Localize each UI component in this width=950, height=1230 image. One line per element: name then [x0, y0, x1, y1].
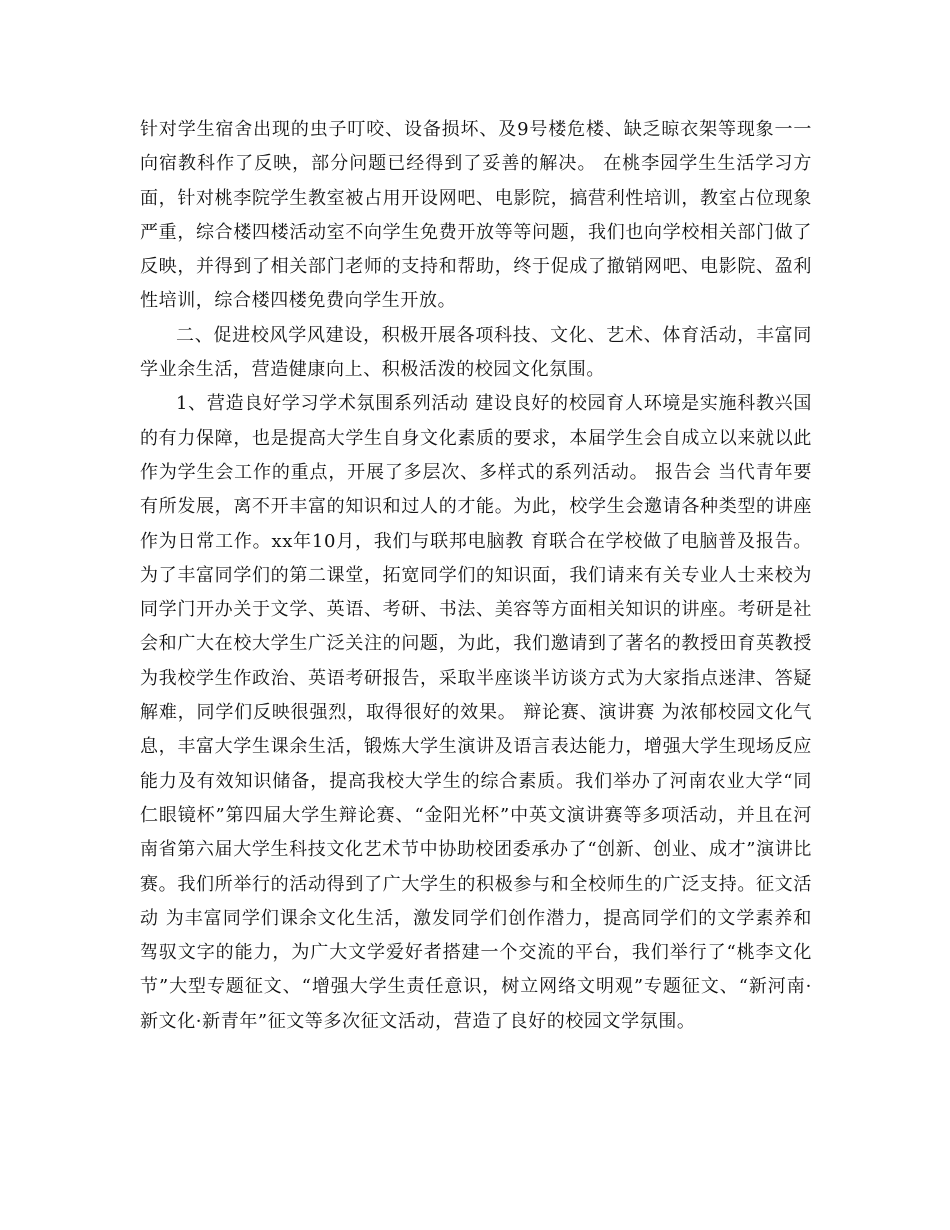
- paragraph-academic-activities: 1、营造良好学习学术氛围系列活动 建设良好的校园育人环境是实施科教兴国的有力保障，也是提高大学生自身文化素质的要求，本届学生会自成立以来就以此作为学生会工作的重点，开展了多层次、多样式的系列活动。 报告会 当代青年要有所发展，离不开丰富的知识和过人的才能。为此，校学生会邀请各种类型的讲座作为日常工作。xx年10月，我们与联邦电脑教 育联合在学校做了电脑普及报告。为了丰富同学们的第二课堂，拓宽同学们的知识面，我们请来有关专业人士来校为同学门开办关于文学、英语、考研、书法、美容等方面相关知识的讲座。考研是社会和广大在校大学生广泛关注的问题，为此，我们邀请到了著名的教授田育英教授为我校学生作政治、英语考研报告，采取半座谈半访谈方式为大家指点迷津、答疑解难，同学们反映很强烈，取得很好的效果。 辩论赛、演讲赛 为浓郁校园文化气息，丰富大学生课余生活，锻炼大学生演讲及语言表达能力，增强大学生现场反应能力及有效知识储备，提高我校大学生的综合素质。我们举办了河南农业大学“同仁眼镜杯”第四届大学生辩论赛、“金阳光杯”中英文演讲赛等多项活动，并且在河南省第六届大学生科技文化艺术节中协助校团委承办了“创新、创业、成才”演讲比赛。我们所举行的活动得到了广大学生的积极参与和全校师生的广泛支持。征文活动 为丰富同学们课余文化生活，激发同学们创作潜力，提高同学们的文学素养和驾驭文字的能力，为广大文学爱好者搭建一个交流的平台，我们举行了“桃李文化节”大型专题征文、“增强大学生责任意识，树立网络文明观”专题征文、“新河南·新文化·新青年”征文等多次征文活动，营造了良好的校园文学氛围。: [140, 393, 812, 1032]
- paragraph-section-two-heading: 二、促进校风学风建设，积极开展各项科技、文化、艺术、体育活动，丰富同学业余生活，营造健康向上、积极活泼的校园文化氛围。: [140, 324, 812, 381]
- paragraph-dormitory-feedback: 针对学生宿舍出现的虫子叮咬、设备损坏、及9号楼危楼、缺乏晾衣架等现象一一向宿教科作了反映，部分问题已经得到了妥善的解决。 在桃李园学生生活学习方面，针对桃李院学生教室被占用开设网吧、电影院，搞营利性培训，教室占位现象严重，综合楼四楼活动室不向学生免费开放等等问题，我们也向学校相关部门做了反映，并得到了相关部门老师的支持和帮助，终于促成了撤销网吧、电影院、盈利性培训，综合楼四楼免费向学生开放。: [140, 119, 812, 312]
- document-body: [140, 113, 812, 1039]
